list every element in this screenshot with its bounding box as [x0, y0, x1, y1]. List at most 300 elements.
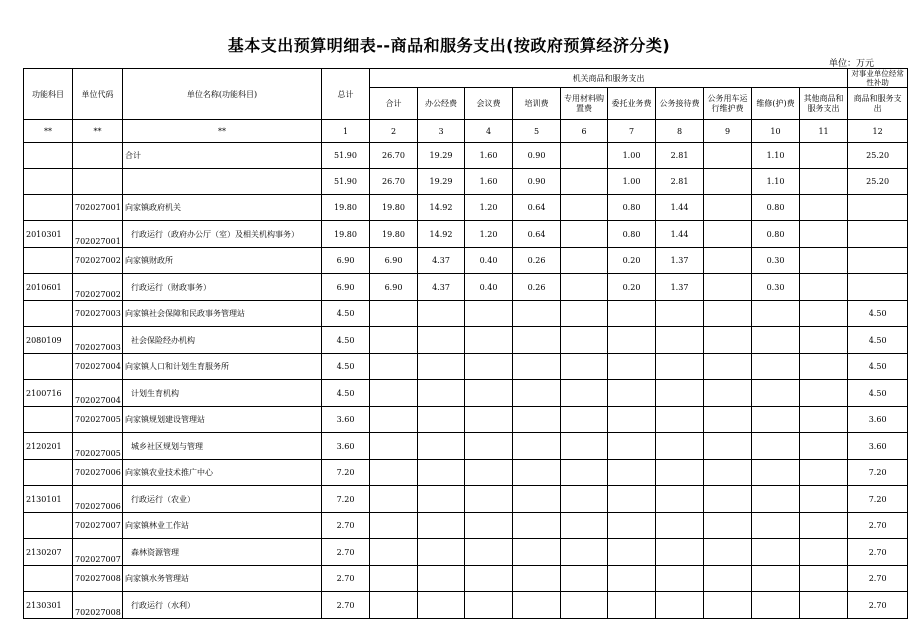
value-cell: [465, 486, 513, 513]
value-cell: 4.50: [848, 380, 908, 407]
header-col-7: 公务接待费: [656, 88, 704, 120]
value-cell: 0.20: [608, 248, 656, 274]
value-cell: 1.10: [752, 143, 800, 169]
table-row: [24, 380, 908, 407]
value-cell: [752, 327, 800, 354]
header-subsidy-group: 对事业单位经常性补助: [848, 69, 908, 88]
value-cell: [656, 407, 704, 433]
value-cell: 1.37: [656, 274, 704, 301]
value-cell: [656, 486, 704, 513]
value-cell: [656, 513, 704, 539]
value-cell: [752, 539, 800, 566]
func-code-cell: [24, 566, 73, 592]
value-cell: 1.60: [465, 143, 513, 169]
value-cell: [608, 539, 656, 566]
col-number-cell: 8: [656, 120, 704, 143]
value-cell: 6.90: [322, 248, 370, 274]
col-number-cell: 10: [752, 120, 800, 143]
value-cell: [418, 380, 465, 407]
func-code-cell: [24, 513, 73, 539]
value-cell: [513, 380, 561, 407]
value-cell: [513, 354, 561, 380]
value-cell: 19.80: [322, 221, 370, 248]
value-cell: 0.30: [752, 248, 800, 274]
col-number-cell: 6: [561, 120, 608, 143]
value-cell: [418, 460, 465, 486]
table-row: [24, 327, 908, 354]
value-cell: [370, 380, 418, 407]
value-cell: 1.37: [656, 248, 704, 274]
value-cell: [704, 143, 752, 169]
value-cell: [608, 486, 656, 513]
table-row: [24, 195, 908, 221]
func-code-cell: 2100716: [24, 380, 73, 407]
unit-name-cell: 向家镇林业工作站: [123, 513, 322, 539]
value-cell: [561, 513, 608, 539]
func-code-cell: 2010301: [24, 221, 73, 248]
value-cell: [752, 433, 800, 460]
col-number-cell: 11: [800, 120, 848, 143]
value-cell: [513, 539, 561, 566]
func-code-cell: [24, 407, 73, 433]
value-cell: 1.44: [656, 221, 704, 248]
unit-name-cell: 行政运行（水利）: [123, 592, 322, 619]
table-row: [24, 169, 908, 195]
value-cell: 19.29: [418, 169, 465, 195]
value-cell: 7.20: [848, 460, 908, 486]
value-cell: [465, 592, 513, 619]
value-cell: [704, 407, 752, 433]
value-cell: [656, 354, 704, 380]
table-row: [24, 221, 908, 248]
value-cell: [608, 566, 656, 592]
header-unit-code: 单位代码: [73, 69, 123, 120]
func-code-cell: 2010601: [24, 274, 73, 301]
value-cell: 25.20: [848, 169, 908, 195]
value-cell: 4.50: [322, 354, 370, 380]
col-number-cell: 9: [704, 120, 752, 143]
value-cell: [800, 301, 848, 327]
value-cell: [704, 460, 752, 486]
value-cell: 0.26: [513, 274, 561, 301]
value-cell: [848, 274, 908, 301]
value-cell: [752, 460, 800, 486]
value-cell: [465, 407, 513, 433]
value-cell: [800, 195, 848, 221]
value-cell: [561, 539, 608, 566]
value-cell: 26.70: [370, 143, 418, 169]
value-cell: [608, 513, 656, 539]
func-code-cell: 2130301: [24, 592, 73, 619]
value-cell: 19.80: [370, 221, 418, 248]
unit-code-cell: 702027005: [73, 407, 123, 433]
value-cell: [561, 433, 608, 460]
value-cell: 2.81: [656, 143, 704, 169]
value-cell: [704, 327, 752, 354]
value-cell: [800, 221, 848, 248]
value-cell: [561, 143, 608, 169]
value-cell: 2.70: [322, 592, 370, 619]
header-col-1: 合计: [370, 88, 418, 120]
value-cell: [561, 221, 608, 248]
func-code-cell: [24, 169, 73, 195]
unit-name-cell: 森林资源管理: [123, 539, 322, 566]
value-cell: [513, 592, 561, 619]
value-cell: [800, 513, 848, 539]
value-cell: [608, 433, 656, 460]
marker-cell: **: [123, 120, 322, 143]
value-cell: [800, 460, 848, 486]
value-cell: [370, 301, 418, 327]
value-cell: [656, 433, 704, 460]
func-code-cell: [24, 301, 73, 327]
header-col-9: 维修(护)费: [752, 88, 800, 120]
value-cell: [418, 486, 465, 513]
value-cell: [704, 380, 752, 407]
value-cell: [513, 407, 561, 433]
value-cell: [418, 301, 465, 327]
unit-code-cell: 702027004: [73, 354, 123, 380]
value-cell: [752, 301, 800, 327]
value-cell: 4.50: [322, 301, 370, 327]
unit-code-cell: 702027006: [73, 460, 123, 486]
header-total: 总计: [322, 69, 370, 120]
value-cell: [465, 539, 513, 566]
unit-code-cell: 702027001: [73, 221, 123, 248]
value-cell: [370, 354, 418, 380]
header-col-3: 会议费: [465, 88, 513, 120]
value-cell: [561, 248, 608, 274]
header-col-2: 办公经费: [418, 88, 465, 120]
value-cell: [513, 433, 561, 460]
value-cell: [513, 460, 561, 486]
func-code-cell: [24, 354, 73, 380]
unit-name-cell: 合计: [123, 143, 322, 169]
value-cell: 1.44: [656, 195, 704, 221]
unit-name-cell: 向家镇农业技术推广中心: [123, 460, 322, 486]
value-cell: 0.90: [513, 143, 561, 169]
value-cell: 0.90: [513, 169, 561, 195]
value-cell: 0.40: [465, 248, 513, 274]
func-code-cell: 2120201: [24, 433, 73, 460]
value-cell: [465, 566, 513, 592]
unit-name-cell: 向家镇政府机关: [123, 195, 322, 221]
value-cell: [800, 592, 848, 619]
header-unit-name: 单位名称(功能科目): [123, 69, 322, 120]
value-cell: [608, 354, 656, 380]
unit-code-cell: [73, 143, 123, 169]
value-cell: 4.50: [848, 301, 908, 327]
value-cell: 3.60: [322, 433, 370, 460]
value-cell: [465, 513, 513, 539]
header-col-10: 其他商品和服务支出: [800, 88, 848, 120]
page-title: 基本支出预算明细表--商品和服务支出(按政府预算经济分类): [227, 36, 671, 55]
value-cell: 51.90: [322, 143, 370, 169]
value-cell: 6.90: [370, 274, 418, 301]
unit-code-cell: [73, 169, 123, 195]
value-cell: [704, 274, 752, 301]
unit-name-cell: 行政运行（政府办公厅（室）及相关机构事务）: [123, 221, 322, 248]
value-cell: 1.20: [465, 221, 513, 248]
col-number-cell: 4: [465, 120, 513, 143]
value-cell: [800, 274, 848, 301]
col-number-cell: 3: [418, 120, 465, 143]
value-cell: [800, 143, 848, 169]
value-cell: [465, 380, 513, 407]
value-cell: [848, 221, 908, 248]
value-cell: 1.00: [608, 169, 656, 195]
value-cell: [608, 460, 656, 486]
unit-label: 单位：万元: [828, 59, 874, 69]
value-cell: [800, 327, 848, 354]
value-cell: [704, 566, 752, 592]
value-cell: [704, 433, 752, 460]
table-row: [24, 274, 908, 301]
value-cell: [752, 566, 800, 592]
value-cell: [752, 380, 800, 407]
value-cell: 51.90: [322, 169, 370, 195]
value-cell: [704, 539, 752, 566]
unit-name-cell: 行政运行（财政事务）: [123, 274, 322, 301]
unit-code-cell: 702027004: [73, 380, 123, 407]
value-cell: [370, 407, 418, 433]
value-cell: 2.70: [848, 592, 908, 619]
value-cell: [561, 380, 608, 407]
value-cell: [656, 460, 704, 486]
value-cell: [418, 539, 465, 566]
col-number-cell: 5: [513, 120, 561, 143]
func-code-cell: [24, 195, 73, 221]
value-cell: [513, 301, 561, 327]
table-row: [24, 248, 908, 274]
value-cell: [370, 566, 418, 592]
value-cell: 4.37: [418, 248, 465, 274]
header-col-5: 专用材料购置费: [561, 88, 608, 120]
value-cell: 7.20: [848, 486, 908, 513]
unit-name-cell: 向家镇人口和计划生育服务所: [123, 354, 322, 380]
value-cell: [608, 380, 656, 407]
value-cell: 6.90: [370, 248, 418, 274]
value-cell: [704, 221, 752, 248]
value-cell: 0.80: [608, 195, 656, 221]
value-cell: 19.80: [370, 195, 418, 221]
value-cell: 3.60: [848, 407, 908, 433]
header-group: 机关商品和服务支出: [370, 69, 848, 88]
value-cell: [704, 248, 752, 274]
value-cell: 0.64: [513, 195, 561, 221]
table-row: [24, 592, 908, 619]
value-cell: [465, 433, 513, 460]
value-cell: [370, 513, 418, 539]
header-col-8: 公务用车运行维护费: [704, 88, 752, 120]
unit-code-cell: 702027006: [73, 486, 123, 513]
value-cell: [561, 592, 608, 619]
value-cell: [561, 407, 608, 433]
value-cell: [513, 566, 561, 592]
value-cell: 0.80: [752, 195, 800, 221]
value-cell: 3.60: [322, 407, 370, 433]
value-cell: [418, 513, 465, 539]
value-cell: [465, 460, 513, 486]
col-number-cell: 7: [608, 120, 656, 143]
value-cell: [370, 327, 418, 354]
table-row: [24, 407, 908, 433]
unit-name-cell: 行政运行（农业）: [123, 486, 322, 513]
marker-cell: **: [73, 120, 123, 143]
value-cell: [608, 327, 656, 354]
value-cell: [561, 460, 608, 486]
value-cell: 19.29: [418, 143, 465, 169]
value-cell: 0.80: [752, 221, 800, 248]
value-cell: [513, 513, 561, 539]
value-cell: [752, 592, 800, 619]
value-cell: [704, 301, 752, 327]
value-cell: [848, 248, 908, 274]
value-cell: [656, 380, 704, 407]
value-cell: 4.50: [322, 327, 370, 354]
value-cell: [800, 169, 848, 195]
value-cell: [800, 433, 848, 460]
unit-name-cell: 城乡社区规划与管理: [123, 433, 322, 460]
value-cell: [370, 592, 418, 619]
value-cell: [465, 354, 513, 380]
table-row: [24, 143, 908, 169]
unit-name-cell: 向家镇社会保障和民政事务管理站: [123, 301, 322, 327]
value-cell: 6.90: [322, 274, 370, 301]
unit-code-cell: 702027005: [73, 433, 123, 460]
table-row: [24, 433, 908, 460]
unit-name-cell: 向家镇财政所: [123, 248, 322, 274]
value-cell: [752, 486, 800, 513]
value-cell: [370, 460, 418, 486]
value-cell: [800, 354, 848, 380]
value-cell: [752, 407, 800, 433]
value-cell: [704, 354, 752, 380]
value-cell: [800, 380, 848, 407]
unit-code-cell: 702027001: [73, 195, 123, 221]
table-row: [24, 486, 908, 513]
value-cell: [656, 592, 704, 619]
value-cell: [656, 539, 704, 566]
unit-code-cell: 702027007: [73, 539, 123, 566]
value-cell: [418, 592, 465, 619]
unit-code-cell: 702027003: [73, 301, 123, 327]
unit-name-cell: [123, 169, 322, 195]
value-cell: [370, 539, 418, 566]
value-cell: 0.80: [608, 221, 656, 248]
table-row: [24, 301, 908, 327]
unit-code-cell: 702027007: [73, 513, 123, 539]
value-cell: 14.92: [418, 221, 465, 248]
value-cell: 25.20: [848, 143, 908, 169]
func-code-cell: 2130207: [24, 539, 73, 566]
value-cell: 2.70: [848, 539, 908, 566]
value-cell: [800, 248, 848, 274]
value-cell: 7.20: [322, 486, 370, 513]
func-code-cell: 2080109: [24, 327, 73, 354]
value-cell: 2.70: [322, 566, 370, 592]
func-code-cell: [24, 460, 73, 486]
value-cell: 1.60: [465, 169, 513, 195]
value-cell: [561, 301, 608, 327]
value-cell: 7.20: [322, 460, 370, 486]
value-cell: 4.50: [848, 354, 908, 380]
value-cell: [418, 433, 465, 460]
col-number-cell: 12: [848, 120, 908, 143]
table-row: [24, 460, 908, 486]
value-cell: 2.70: [322, 513, 370, 539]
func-code-cell: [24, 248, 73, 274]
value-cell: [656, 301, 704, 327]
value-cell: [704, 486, 752, 513]
value-cell: [656, 327, 704, 354]
unit-code-cell: 702027003: [73, 327, 123, 354]
value-cell: [704, 195, 752, 221]
value-cell: 1.20: [465, 195, 513, 221]
value-cell: 2.70: [848, 513, 908, 539]
value-cell: [752, 513, 800, 539]
value-cell: [418, 354, 465, 380]
value-cell: [800, 566, 848, 592]
value-cell: [704, 592, 752, 619]
value-cell: 3.60: [848, 433, 908, 460]
value-cell: [418, 566, 465, 592]
value-cell: 0.26: [513, 248, 561, 274]
value-cell: 2.70: [848, 566, 908, 592]
value-cell: [561, 195, 608, 221]
unit-code-cell: 702027008: [73, 566, 123, 592]
header-col-4: 培训费: [513, 88, 561, 120]
value-cell: [418, 327, 465, 354]
value-cell: [608, 301, 656, 327]
budget-table: [23, 68, 908, 619]
value-cell: [370, 486, 418, 513]
value-cell: [800, 539, 848, 566]
value-cell: 14.92: [418, 195, 465, 221]
marker-cell: **: [24, 120, 73, 143]
value-cell: [561, 327, 608, 354]
unit-code-cell: 702027002: [73, 274, 123, 301]
value-cell: [370, 433, 418, 460]
value-cell: 2.81: [656, 169, 704, 195]
value-cell: [608, 592, 656, 619]
value-cell: [800, 486, 848, 513]
value-cell: 0.64: [513, 221, 561, 248]
header-col-11: 商品和服务支出: [848, 88, 908, 120]
value-cell: 19.80: [322, 195, 370, 221]
value-cell: [704, 169, 752, 195]
table-row: [24, 539, 908, 566]
value-cell: [513, 327, 561, 354]
unit-name-cell: 向家镇规划建设管理站: [123, 407, 322, 433]
value-cell: [848, 195, 908, 221]
value-cell: [608, 407, 656, 433]
unit-name-cell: 向家镇水务管理站: [123, 566, 322, 592]
col-number-cell: 1: [322, 120, 370, 143]
value-cell: [465, 301, 513, 327]
value-cell: 4.50: [848, 327, 908, 354]
value-cell: 1.10: [752, 169, 800, 195]
header-func-code: 功能科目: [24, 69, 73, 120]
value-cell: 2.70: [322, 539, 370, 566]
value-cell: [465, 327, 513, 354]
table-row: [24, 354, 908, 380]
value-cell: 4.37: [418, 274, 465, 301]
unit-code-cell: 702027002: [73, 248, 123, 274]
value-cell: [561, 486, 608, 513]
value-cell: [513, 486, 561, 513]
value-cell: [561, 169, 608, 195]
